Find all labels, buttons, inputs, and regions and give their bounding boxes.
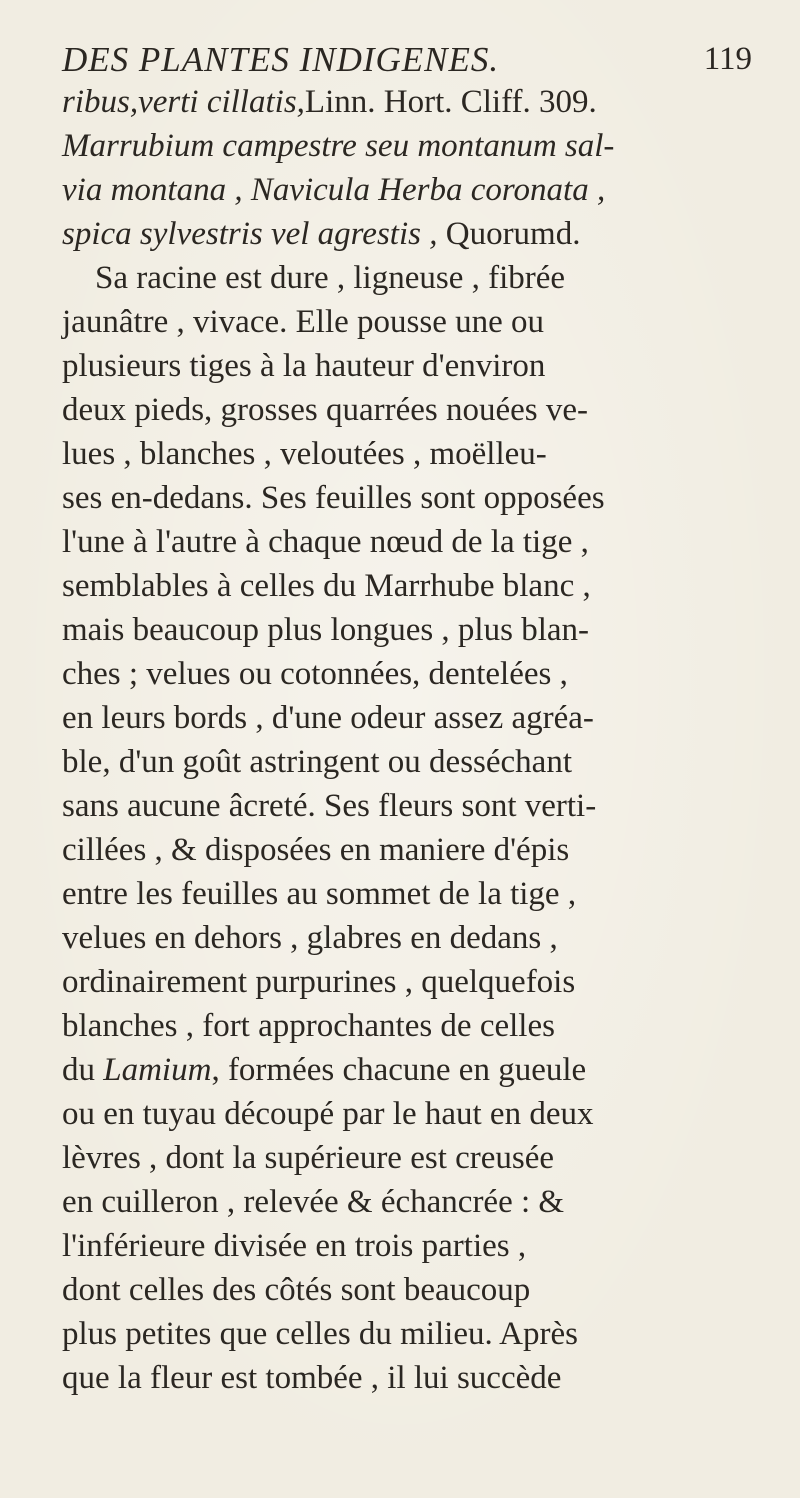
text-line: [62, 872, 762, 916]
text-line: [62, 1092, 762, 1136]
text-run: blanches , fort approchantes de celles: [62, 1008, 555, 1044]
text-line: [62, 1356, 762, 1400]
text-run: ou en tuyau découpé par le haut en deux: [62, 1096, 594, 1132]
running-title: DES PLANTES INDIGENES.: [62, 40, 500, 79]
text-run: cillées , & disposées en maniere d'épis: [62, 832, 570, 868]
text-run: du: [62, 1052, 104, 1088]
text-run: ordinairement purpurines , quelquefois: [62, 964, 576, 1000]
text-line: [62, 344, 762, 388]
text-line: [62, 432, 762, 476]
text-run: sans aucune âcreté. Ses fleurs sont verti-: [62, 788, 597, 824]
text-run: Marrubium campestre seu montanum sal-: [62, 128, 615, 164]
text-line: [62, 124, 762, 168]
text-line: [62, 476, 762, 520]
text-line: [62, 1312, 762, 1356]
text-run: l'une à l'autre à chaque nœud de la tige ,: [62, 524, 589, 560]
text-line: [62, 1268, 762, 1312]
text-run: entre les feuilles au sommet de la tige ,: [62, 876, 577, 912]
text-run: velues en dehors , glabres en dedans ,: [62, 920, 558, 956]
text-run: deux pieds, grosses quarrées nouées ve-: [62, 392, 589, 428]
text-line: [62, 1224, 762, 1268]
text-run: en leurs bords , d'une odeur assez agréa-: [62, 700, 594, 736]
text-run: ches ; velues ou cotonnées, dentelées ,: [62, 656, 568, 692]
text-line: [62, 696, 762, 740]
text-run: lues , blanches , veloutées , moëlleu-: [62, 436, 547, 472]
text-run: Lamium: [103, 1052, 212, 1088]
text-line: [62, 1180, 762, 1224]
text-run: semblables à celles du Marrhube blanc ,: [62, 568, 591, 604]
page-number: 119: [703, 41, 752, 77]
text-run: ble, d'un goût astringent ou desséchant: [62, 744, 573, 780]
text-run: que la fleur est tombée , il lui succède: [62, 1360, 562, 1396]
text-line: [62, 740, 762, 784]
text-run: via montana , Navicula Herba coronata ,: [62, 172, 606, 208]
text-line: [62, 564, 762, 608]
text-line: [62, 960, 762, 1004]
text-run: l'inférieure divisée en trois parties ,: [62, 1228, 527, 1264]
text-line: [62, 1136, 762, 1180]
text-run: spica sylvestris vel agrestis ,: [62, 216, 446, 252]
text-run: ribus,verti cillatis,: [62, 84, 305, 120]
text-run: Sa racine est dure , ligneuse , fibrée: [62, 260, 566, 296]
text-line: [62, 828, 762, 872]
text-run: en cuilleron , relevée & échancrée : &: [62, 1184, 565, 1220]
text-run: plus petites que celles du milieu. Après: [62, 1316, 578, 1352]
text-line: [62, 652, 762, 696]
text-line: [62, 1048, 762, 1092]
text-line: [62, 388, 762, 432]
text-line: [62, 1004, 762, 1048]
text-run: mais beaucoup plus longues , plus blan-: [62, 612, 590, 648]
text-line: [62, 784, 762, 828]
text-line: [62, 608, 762, 652]
text-run: jaunâtre , vivace. Elle pousse une ou: [62, 304, 544, 340]
body-text: [62, 80, 762, 1400]
text-run: lèvres , dont la supérieure est creusée: [62, 1140, 555, 1176]
text-run: , formées chacune en gueule: [211, 1052, 587, 1088]
text-line: [62, 168, 762, 212]
page-header: [62, 40, 752, 80]
text-run: dont celles des côtés sont beaucoup: [62, 1272, 531, 1308]
text-line: [62, 916, 762, 960]
text-run: Linn. Hort. Cliff. 309.: [304, 84, 597, 120]
text-run: Quorumd.: [445, 216, 581, 252]
text-run: ses en-dedans. Ses feuilles sont opposées: [62, 480, 605, 516]
text-line: [62, 256, 762, 300]
text-line: [62, 212, 762, 256]
text-line: [62, 80, 762, 124]
text-line: [62, 520, 762, 564]
text-run: plusieurs tiges à la hauteur d'environ: [62, 348, 546, 384]
text-line: [62, 300, 762, 344]
